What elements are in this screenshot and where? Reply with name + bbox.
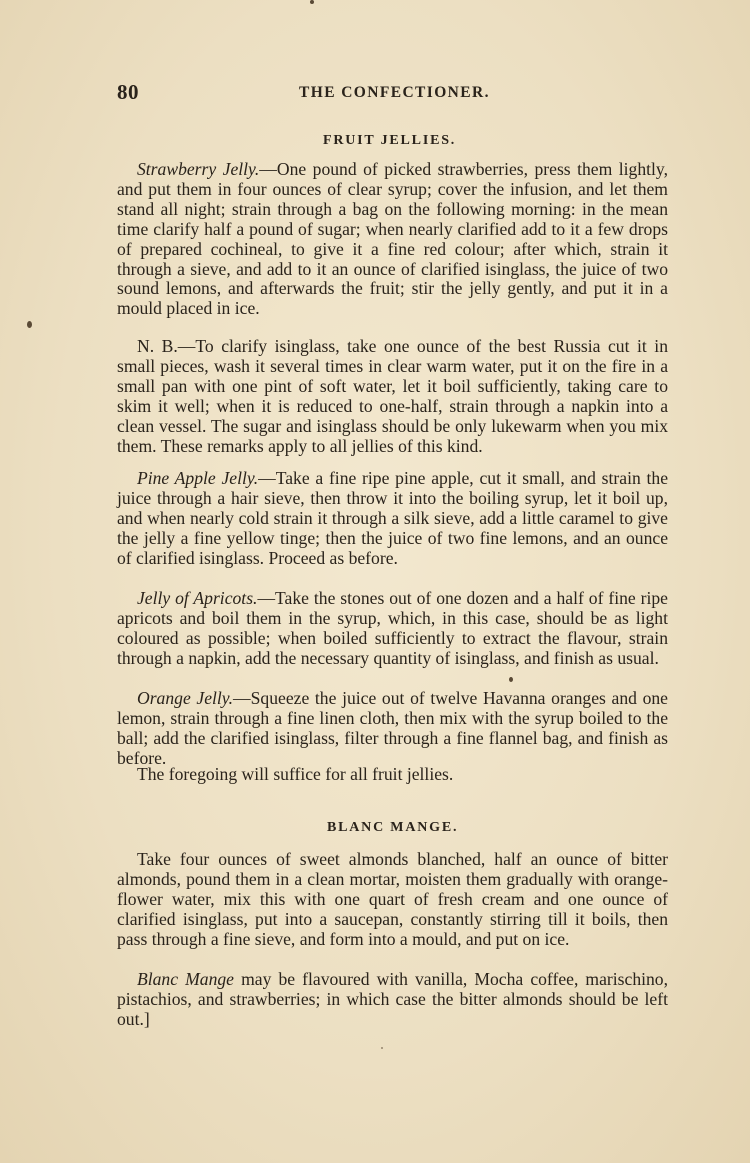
paragraph-orange-jelly <box>117 689 668 769</box>
paper-speck <box>381 1047 383 1049</box>
paragraph-lead: Blanc Mange <box>137 969 234 989</box>
paragraph-blanc-mange-recipe <box>117 850 668 950</box>
paragraph-foregoing <box>117 765 668 785</box>
paragraph-text: —One pound of picked strawberries, press them lightly, and put them in four ounces of clear syrup; cover the infusion, and let them stand all night; strain through a bag on the following morning: in the mean time clarify half a pound of sugar; when nearly clarified add to it a few drops of prepared cochineal, to give it a fine red colour; after which, strain it through a sieve, and add to it an ounce of clarified isinglass, the juice of two sound lemons, and afterwards the fruit; stir the jelly gently, and put it in a mould placed in ice. <box>117 159 668 319</box>
paragraph-jelly-of-apricots <box>117 589 668 669</box>
paragraph-lead: Strawberry Jelly. <box>137 159 260 179</box>
page-header <box>117 80 667 104</box>
paragraph-text: —Squeeze the juice out of twelve Havanna oranges and one lemon, strain through a fine linen cloth, then mix with the syrup boiled to the ball; add the clarified isinglass, filter through a fine flannel bag, and finish as before. <box>117 688 668 768</box>
paragraph-text: The foregoing will suffice for all fruit jellies. <box>137 764 454 784</box>
paragraph-pine-apple-jelly <box>117 469 668 569</box>
section-title-fruit-jellies: FRUIT JELLIES. <box>323 133 457 148</box>
paragraph-text: N. B.—To clarify isinglass, take one ounce of the best Russia cut it in small pieces, wash it several times in clear warm water, put it on the fire in a small pan with one pint of soft water, let it boil sufficiently, taking care to skim it well; when it is reduced to one-half, strain through a napkin into a clean vessel. The sugar and isinglass should be only lukewarm when you mix them. These remarks apply to all jellies of this kind. <box>117 336 668 456</box>
paragraph-lead: Orange Jelly. <box>137 688 234 708</box>
paper-speck <box>27 321 32 328</box>
paragraph-text: —Take a fine ripe pine apple, cut it small, and strain the juice through a hair sieve, then throw it into the boiling syrup, let it boil up, and when nearly cold strain it through a silk sieve, add a little caramel to give the jelly a fine yellow tinge; then the juice of two fine lemons, and an ounce of clarified isinglass. Proceed as before. <box>117 468 669 568</box>
page-number: 80 <box>117 80 139 104</box>
paragraph-text: may be flavoured with vanilla, Mocha coffee, marischino, pistachios, and strawberries; in which case the bitter almonds should be left out.] <box>117 969 668 1029</box>
paper-speck <box>310 0 314 4</box>
paragraph-text: Take four ounces of sweet almonds blanched, half an ounce of bitter almonds, pound them in a clean mortar, moisten them gradually with orange-flower water, mix this with one quart of fresh cream and one ounce of clarified isinglass, put into a saucepan, constantly stirring till it boils, then pass through a fine sieve, and form into a mould, and put on ice. <box>117 849 668 949</box>
paper-speck <box>509 677 513 682</box>
section-title-blanc-mange: BLANC MANGE. <box>327 820 459 835</box>
paragraph-blanc-mange-flavours <box>117 970 668 1030</box>
paragraph-lead: Jelly of Apricots. <box>137 588 258 608</box>
paragraph-text: —Take the stones out of one dozen and a half of fine ripe apricots and boil them in the syrup, which, in this case, should be as light coloured as possible; when boiled sufficiently to extract the flavour, strain through a napkin, add the necessary quantity of isinglass, and finish as usual. <box>117 588 668 668</box>
running-title: THE CONFECTIONER. <box>299 84 490 101</box>
paragraph-isinglass-note <box>117 337 668 456</box>
paragraph-strawberry-jelly <box>117 160 668 319</box>
paragraph-lead: Pine Apple Jelly. <box>137 468 259 488</box>
